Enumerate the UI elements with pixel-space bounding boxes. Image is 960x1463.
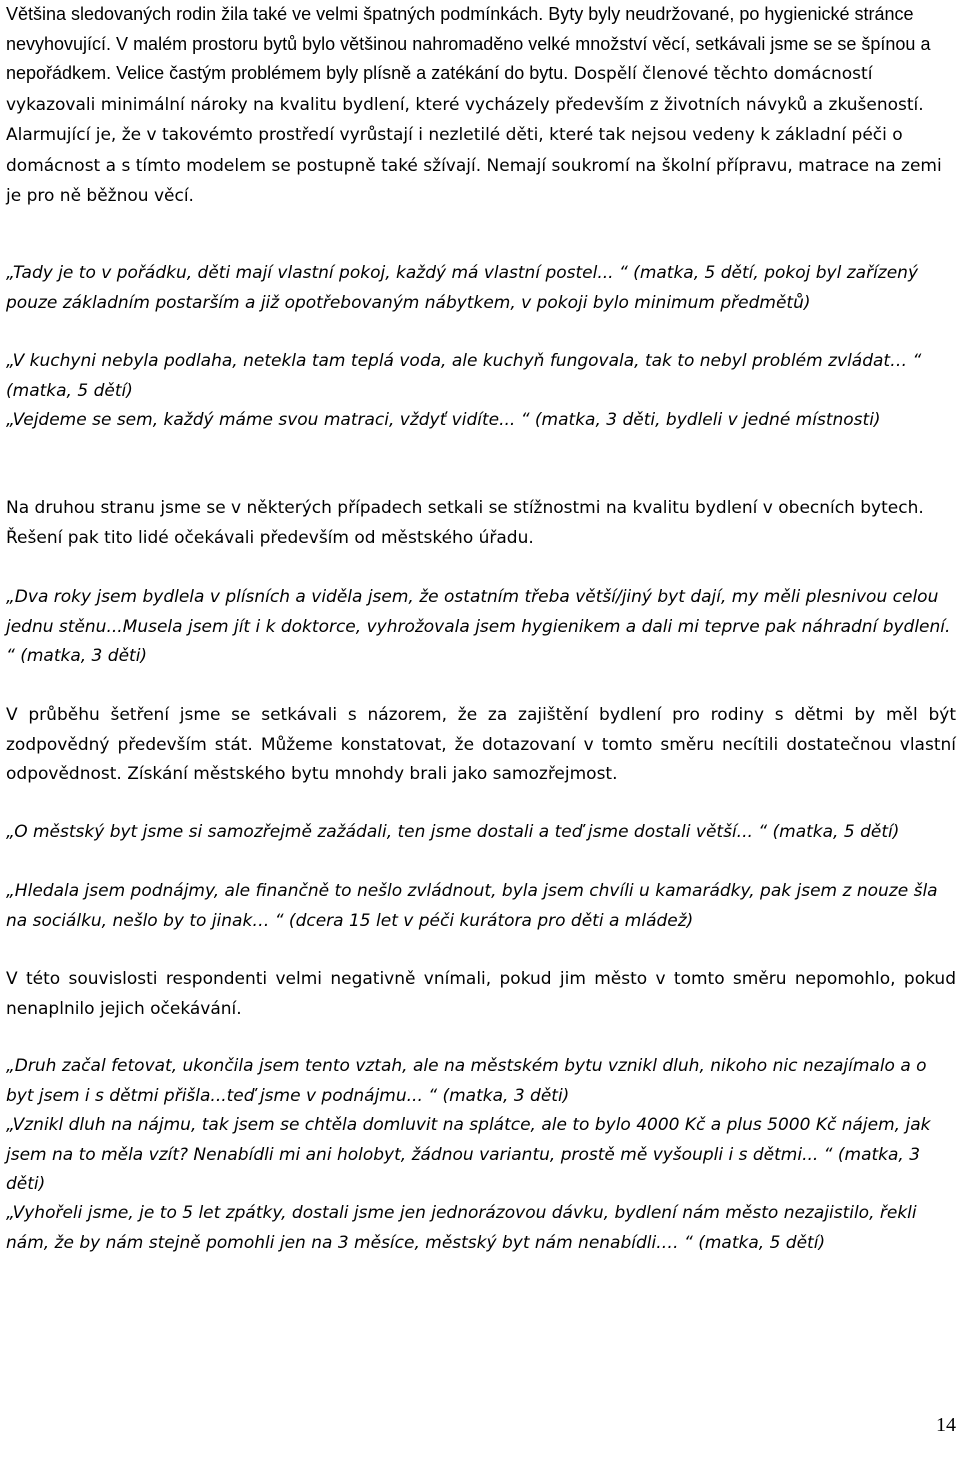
page-number: 14: [936, 1414, 956, 1436]
paragraph-living-conditions-part2: Dospělí členové těchto domácností vykazovali minimální nároky na kvalitu bydlení, které vycházely především z životních návyků a zkušeností. Alarmující je, že v takovémto prostředí vyrůstají i nezletilé děti, které tak nejsou vedeny k základní péči o domácnost a s tímto modelem se postupně také sžívají. Nemají soukromí na školní přípravu, matrace na zemi je pro ně běžnou věcí.: [6, 64, 942, 206]
quote-bigger-flat: „O městský byt jsme si samozřejmě zažádali, ten jsme dostali a teď jsme dostali větší... “ (matka, 5 dětí): [6, 822, 900, 842]
paragraph-state-responsibility: V průběhu šetření jsme se setkávali s názorem, že za zajištění bydlení pro rodiny s dětmi by měl být zodpovědný především stát. Můžeme konstatovat, že dotazovaní v tomto směru necítili dostatečnou vlastní odpovědnost. Získání městského bytu mnohdy brali jako samozřejmost.: [6, 705, 956, 784]
quote-mattress: „Vejdeme se sem, každý máme svou matraci, vždyť vidíte... “ (matka, 3 děti, bydleli v jedné místnosti): [6, 410, 881, 430]
quote-debt-partner: „Druh začal fetovat, ukončila jsem tento vztah, ale na městském bytu vznikl dluh, nikoho nic nezajímalo a o byt jsem i s dětmi přišla...teď jsme v podnájmu... “ (matka, 3 děti): [6, 1056, 927, 1106]
quote-kitchen: „V kuchyni nebyla podlaha, netekla tam teplá voda, ale kuchyň fungovala, tak to nebyl problém zvládat… “ (matka, 5 dětí): [6, 351, 922, 401]
quote-own-room: „Tady je to v pořádku, děti mají vlastní pokoj, každý má vlastní postel... “ (matka, 5 dětí, pokoj byl zařízený pouze základním postarším a již opotřebovaným nábytkem, v pokoji bylo minimum předmětů): [6, 263, 919, 313]
quote-fire: „Vyhořeli jsme, je to 5 let zpátky, dostali jsme jen jednorázovou dávku, bydlení nám město nezajistilo, řekli nám, že by nám stejně pomohli jen na 3 měsíce, městský byt nám nenabídli.… “ (matka, 5 dětí): [6, 1203, 917, 1253]
paragraph-negative-perception: V této souvislosti respondenti velmi negativně vnímali, pokud jim město v tomto směru nepomohlo, pokud nenaplnilo jejich očekávání.: [6, 969, 956, 1019]
quote-mould: „Dva roky jsem bydlela v plísních a viděla jsem, že ostatním třeba větší/jiný byt dají, my měli plesnivou celou jednu stěnu...Musela jsem jít i k doktorce, vyhrožovala jsem hygienikem a dali mi teprve pak náhradní bydlení. “ (matka, 3 děti): [6, 587, 951, 666]
quote-sublet: „Hledala jsem podnájmy, ale finančně to nešlo zvládnout, byla jsem chvíli u kamarádky, pak jsem z nouze šla na sociálku, nešlo by to jinak… “ (dcera 15 let v péči kurátora pro děti a mládež): [6, 881, 938, 931]
quote-rent-debt: „Vznikl dluh na nájmu, tak jsem se chtěla domluvit na splátce, ale to bylo 4000 Kč a plus 5000 Kč nájem, jak jsem na to měla vzít? Nenabídli mi ani holobyt, žádnou variantu, prostě mě vyšoupli i s dětmi... “ (matka, 3 děti): [6, 1115, 931, 1194]
paragraph-living-conditions-part1: Většina sledovaných rodin žila také ve velmi špatných podmínkách. Byty byly neudržované, po hygienické stránce nevyhovující. V malém prostoru bytů bylo většinou nahromaděno velké množství věcí, setkávali jsme se se špínou a nepořádkem. Velice častým problémem byly plísně a zatékání do bytu.: [6, 4, 931, 83]
paragraph-complaints: Na druhou stranu jsme se v některých případech setkali se stížnostmi na kvalitu bydlení v obecních bytech. Řešení pak tito lidé očekávali především od městského úřadu.: [6, 498, 924, 548]
paragraph-living-conditions: [6, 0, 956, 212]
